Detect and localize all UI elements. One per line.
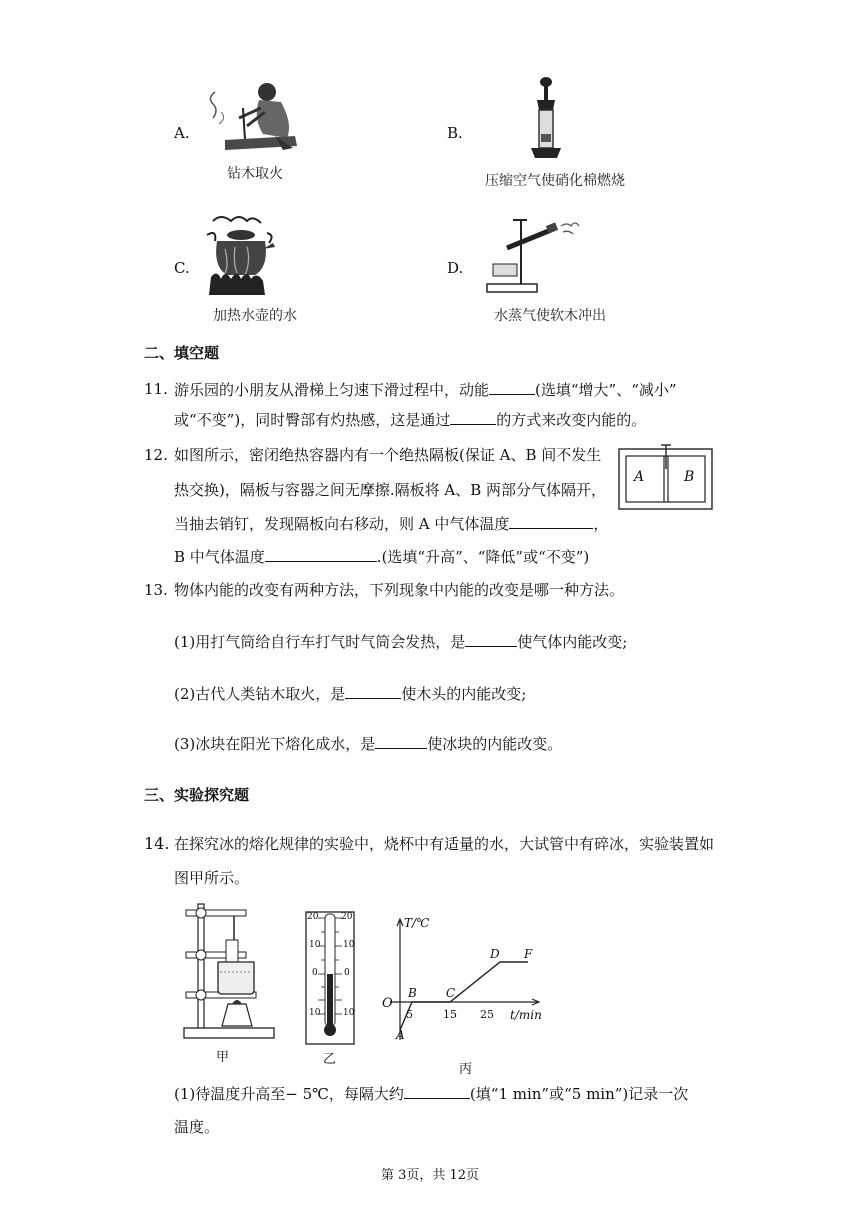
graph-point-label-f: F: [524, 947, 533, 961]
container-outline: [618, 445, 714, 511]
graph-point-label-d: D: [490, 947, 500, 961]
question-13-sub1: [174, 630, 627, 653]
question-text: 使冰块的内能改变。: [427, 735, 563, 753]
page-footer: 第 3页，共 12页: [380, 1168, 480, 1183]
answer-blank[interactable]: [404, 1082, 470, 1099]
thermo-tick-label: 10: [309, 1008, 321, 1018]
question-text: ，: [593, 515, 609, 533]
thermometer-body: [304, 910, 356, 1046]
question-text: 图甲所示。: [174, 869, 250, 887]
graph-origin-label: O: [382, 996, 393, 1011]
thermo-tick-label: 10: [309, 940, 321, 950]
section-heading-experiment: 三、实验探究题: [144, 786, 250, 804]
question-text: B 中气体温度: [174, 548, 265, 566]
thermo-tick-label: 20: [341, 912, 353, 922]
question-text: (3)冰块在阳光下熔化成水，是: [174, 735, 376, 753]
question-text: 物体内能的改变有两种方法，下列现象中内能的改变是哪一种方法。: [174, 581, 625, 599]
graph-x-tick: 5: [406, 1008, 413, 1021]
question-text: (1)用打气筒给自行车打气时气筒会发热，是: [174, 633, 466, 651]
question-text: 游乐园的小朋友从滑梯上匀速下滑过程中，动能: [174, 381, 490, 399]
question-11-line1: [174, 378, 677, 401]
question-text: 热交换)，隔板与容器之间无摩擦.隔板将 A、B 两部分气体隔开，: [174, 481, 607, 499]
question-text: 的方式来改变内能的。: [496, 411, 647, 429]
graph-point-label-a: A: [396, 1028, 405, 1042]
question-text: 如图所示，密闭绝热容器内有一个绝热隔板(保证 A、B 间不发生: [174, 446, 602, 464]
question-text: 当抽去销钉，发现隔板向右移动，则 A 中气体温度: [174, 515, 510, 533]
figure-label-yi: 乙: [323, 1052, 337, 1067]
answer-blank[interactable]: [375, 732, 427, 749]
apparatus-figure-jia: [180, 900, 280, 1042]
graph-y-axis-label: T/℃: [404, 916, 430, 930]
question-number: 12.: [144, 446, 168, 464]
graph-x-tick: 15: [443, 1008, 457, 1021]
option-d-caption: 水蒸气使软木冲出: [494, 308, 606, 324]
graph-x-axis-label: t/min: [510, 1008, 542, 1022]
question-text: 或“不变”)，同时臀部有灼热感，这是通过: [174, 411, 451, 429]
graph-x-tick: 25: [480, 1008, 494, 1021]
temperature-time-graph-bing: [378, 910, 558, 1046]
option-a-letter: A.: [174, 124, 190, 142]
steam-cork-experiment-picture: [483, 214, 579, 296]
question-text: (填“1 min”或“5 min”)记录一次: [469, 1085, 689, 1103]
graph-axes-and-curve: [378, 910, 558, 1046]
question-12-line4: [174, 545, 589, 568]
question-13-sub3: [174, 732, 562, 755]
question-12-line3: [174, 512, 608, 535]
option-c-letter: C.: [174, 259, 190, 277]
question-text: .(选填“升高”、“降低”或“不变”): [376, 548, 590, 566]
question-13-sub2: [174, 682, 526, 705]
thermo-tick-label: 10: [343, 940, 355, 950]
section-heading-fill-in: 二、填空题: [144, 344, 220, 362]
figure-label-bing: 丙: [459, 1062, 473, 1077]
answer-blank[interactable]: [489, 378, 535, 395]
option-b-caption: 压缩空气使硝化棉燃烧: [485, 173, 625, 189]
sealed-container-diagram: [618, 445, 714, 511]
thermo-tick-label: 10: [343, 1008, 355, 1018]
question-text: 在探究冰的熔化规律的实验中，烧杯中有适量的水，大试管中有碎冰，实验装置如: [174, 835, 715, 853]
option-a-caption: 钻木取火: [227, 166, 283, 182]
question-text: (选填“增大”、“减小”: [535, 381, 677, 399]
option-c-caption: 加热水壶的水: [213, 308, 297, 324]
region-label-a: A: [634, 469, 645, 485]
kettle-over-fire-picture: [203, 213, 279, 297]
question-number: 11.: [144, 380, 168, 398]
question-14-sub1: [174, 1082, 688, 1105]
question-number: 14.: [144, 834, 170, 853]
region-label-b: B: [684, 469, 695, 485]
question-11-line2: [174, 408, 646, 431]
figure-label-jia: 甲: [216, 1050, 230, 1065]
answer-blank[interactable]: [265, 545, 377, 562]
thermo-tick-label: 0: [344, 968, 350, 978]
option-d-letter: D.: [447, 259, 464, 277]
question-text: 使气体内能改变;: [517, 633, 628, 651]
question-text: (2)古代人类钻木取火，是: [174, 685, 346, 703]
answer-blank[interactable]: [509, 512, 593, 529]
question-text: 温度。: [174, 1118, 220, 1136]
answer-blank[interactable]: [345, 682, 401, 699]
thermometer-figure-yi: [304, 910, 356, 1046]
question-number: 13.: [144, 581, 168, 599]
graph-point-label-b: B: [408, 986, 417, 1000]
answer-blank[interactable]: [465, 630, 517, 647]
drilling-wood-picture: [205, 78, 305, 160]
thermo-tick-label: 20: [307, 912, 319, 922]
thermo-tick-label: 0: [312, 968, 318, 978]
graph-point-label-c: C: [446, 986, 456, 1000]
answer-blank[interactable]: [450, 408, 496, 425]
question-text: (1)待温度升高至− 5℃，每隔大约: [174, 1085, 404, 1103]
option-b-letter: B.: [447, 124, 463, 142]
question-text: 使木头的内能改变;: [401, 685, 527, 703]
air-compression-device-picture: [525, 76, 565, 162]
